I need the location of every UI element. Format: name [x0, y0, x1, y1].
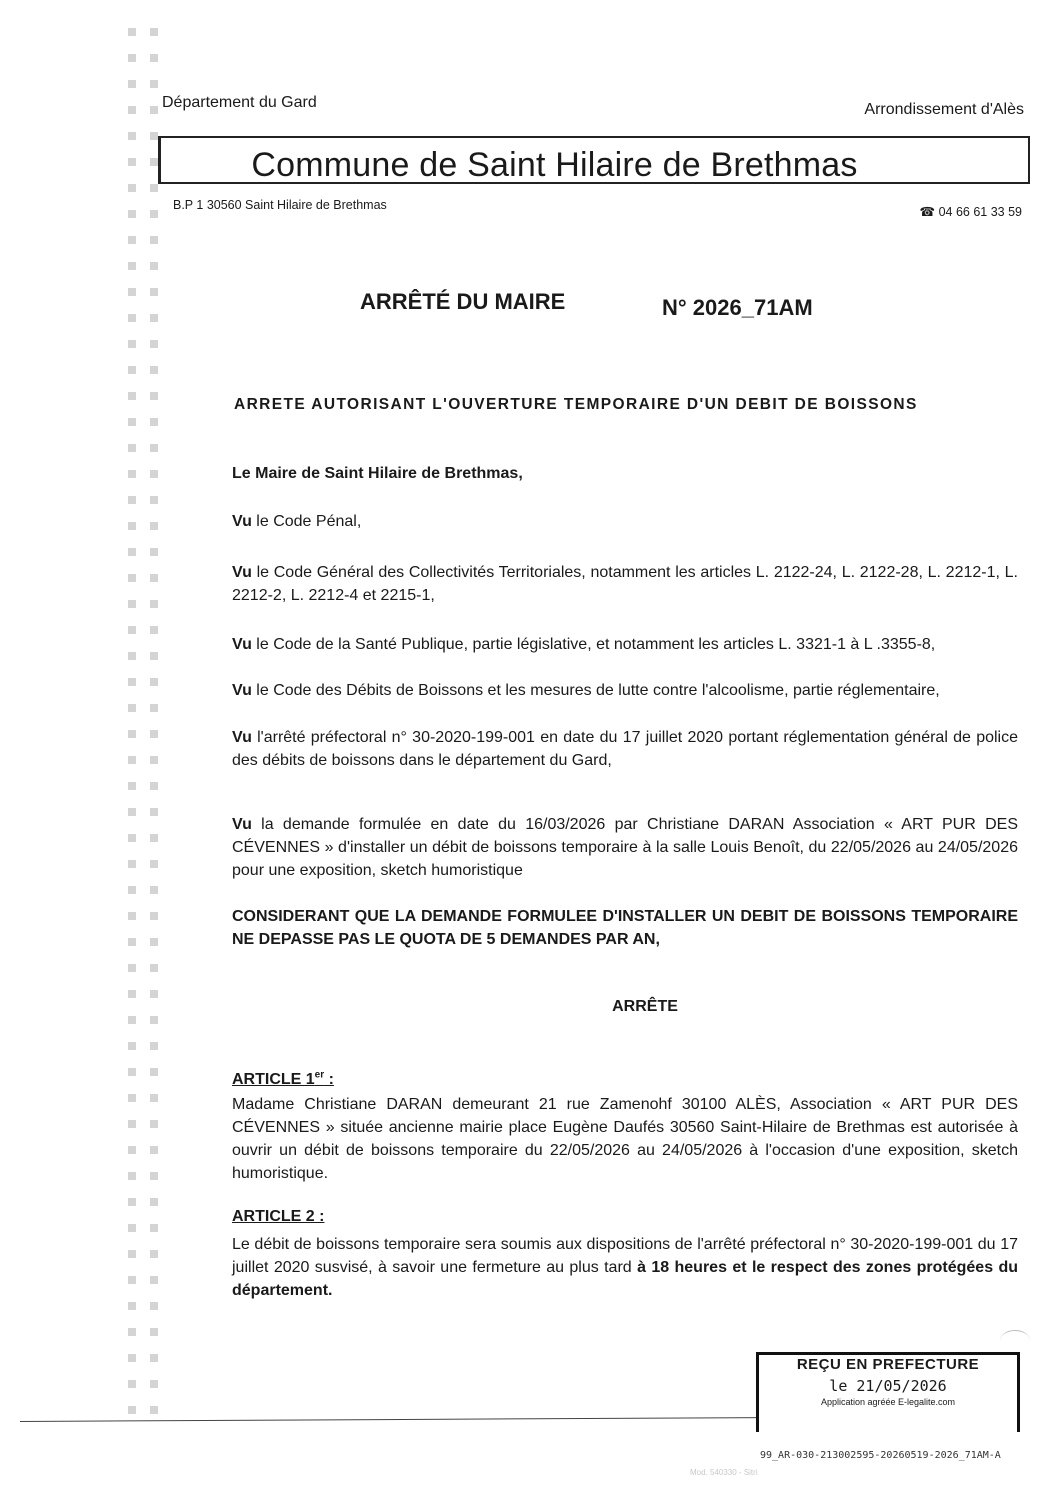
perforation-dot: [150, 1406, 158, 1414]
perforation-dot: [128, 1146, 136, 1154]
perforation-dot: [128, 808, 136, 816]
article-2-label: ARTICLE 2 :: [232, 1208, 325, 1225]
perforation-dot: [150, 288, 158, 296]
perforation-dot: [150, 444, 158, 452]
perforation-dot: [128, 444, 136, 452]
perforation-dot: [150, 574, 158, 582]
perforation-dot: [128, 1042, 136, 1050]
stamp-date: le 21/05/2026: [829, 1377, 947, 1395]
perforation-dot: [128, 288, 136, 296]
perforation-dot: [128, 990, 136, 998]
considerant-paragraph: CONSIDERANT QUE LA DEMANDE FORMULEE D'INSTALLER UN DEBIT DE BOISSONS TEMPORAIRE NE DEPASSE PAS LE QUOTA DE 5 DEMANDES PAR AN,: [232, 908, 1018, 948]
perforation-dot: [128, 652, 136, 660]
perforation-dot: [128, 314, 136, 322]
scan-artifact: [1000, 1330, 1030, 1351]
vu-text: le Code de la Santé Publique, partie législative, et notamment les articles L. 3321-1 à L .3355-8,: [251, 636, 936, 653]
arrete-heading: ARRÊTE: [612, 998, 678, 1015]
perforation-dot: [128, 756, 136, 764]
perforation-dot: [150, 80, 158, 88]
perforation-dot: [128, 1328, 136, 1336]
perforation-dot: [150, 860, 158, 868]
arrete-title: ARRÊTÉ DU MAIRE: [360, 289, 566, 314]
scan-footer-noise: Mod. 540330 - Sitri: [690, 1468, 758, 1477]
perforation-dot: [128, 132, 136, 140]
perforation-dot: [150, 132, 158, 140]
perforation-dot: [128, 1302, 136, 1310]
perforation-dot: [150, 886, 158, 894]
perforation-dot: [150, 1172, 158, 1180]
perforation-dot: [128, 834, 136, 842]
perforation-dot: [128, 912, 136, 920]
perforation-dot: [150, 522, 158, 530]
perforation-dot: [150, 964, 158, 972]
perforation-dot: [128, 1276, 136, 1284]
vu-text: l'arrêté préfectoral n° 30-2020-199-001 en date du 17 juillet 2020 portant réglementation général de police des débits de boissons dans le département du Gard,: [232, 729, 1018, 769]
vu-word: Vu: [232, 513, 252, 530]
perforation-dot: [150, 28, 158, 36]
perforation-dot: [128, 1198, 136, 1206]
article-1-label-text: ARTICLE 1: [232, 1071, 315, 1089]
vu-paragraph-2: [232, 561, 1018, 607]
perforation-dot: [150, 106, 158, 114]
perforation-dot: [150, 1042, 158, 1050]
perforation-dot: [128, 860, 136, 868]
perforation-dot: [150, 314, 158, 322]
departement-label: Département du Gard: [162, 94, 317, 111]
article-1-text: Madame Christiane DARAN demeurant 21 rue Zamenohf 30100 ALÈS, Association « ART PUR DES CÉVENNES » située ancienne mairie place Eugène Daufés 30560 Saint-Hilaire de Brethmas est autorisée à ouvrir un débit de boissons temporaire du 22/05/2026 au 24/05/2026 à l'occasion d'une exposition, sketch humoristique.: [232, 1096, 1018, 1182]
maire-line: Le Maire de Saint Hilaire de Brethmas,: [232, 465, 523, 482]
perforation-dot: [128, 1224, 136, 1232]
arrondissement-label: Arrondissement d'Alès: [864, 101, 1024, 118]
perforation-dot: [128, 522, 136, 530]
perforation-dot: [128, 1068, 136, 1076]
perforation-dot: [150, 756, 158, 764]
perforation-dot: [150, 470, 158, 478]
vu-paragraph-3: [232, 633, 1018, 656]
vu-paragraph-6: [232, 813, 1018, 882]
perforation-dot: [150, 652, 158, 660]
commune-title: Commune de Saint Hilaire de Brethmas: [251, 145, 858, 184]
perforation-dot: [150, 678, 158, 686]
perforation-dot: [128, 782, 136, 790]
perforation-dot: [150, 1068, 158, 1076]
perforation-dot: [150, 1120, 158, 1128]
perforation-dot: [150, 1016, 158, 1024]
perforation-dot: [150, 834, 158, 842]
vu-word: Vu: [232, 682, 252, 699]
article-2-heading: [232, 1205, 1018, 1228]
perforation-dot: [128, 262, 136, 270]
article-2-text: [232, 1233, 1018, 1302]
perforation-dot: [128, 54, 136, 62]
perforation-dot: [128, 938, 136, 946]
vu-text: le Code des Débits de Boissons et les mesures de lutte contre l'alcoolisme, partie réglementaire,: [251, 682, 940, 699]
phone-number: ☎ 04 66 61 33 59: [919, 205, 1022, 219]
perforation-dot: [150, 1354, 158, 1362]
perforation-dot: [128, 470, 136, 478]
perforation-dot: [128, 730, 136, 738]
perforation-dot: [150, 1198, 158, 1206]
article-1-label: [232, 1071, 334, 1088]
stamp-title: REÇU EN PREFECTURE: [796, 1356, 980, 1373]
perforation-dot: [150, 1276, 158, 1284]
vu-paragraph-4: [232, 679, 1018, 702]
perforation-dot: [150, 782, 158, 790]
article-2-plain: Le débit de boissons temporaire sera soumis aux dispositions de l'arrêté préfectoral n° 30-2020-199-001 du 17 juillet 2020 susvisé, à savoir une fermeture au plus tard: [232, 1236, 1018, 1276]
perforation-dot: [128, 678, 136, 686]
perforation-dot: [128, 236, 136, 244]
perforation-dot: [128, 574, 136, 582]
stamp-reference: 99_AR-030-213002595-20260519-2026_71AM-A: [760, 1450, 1001, 1461]
perforation-dot: [128, 1016, 136, 1024]
perforation-dot: [150, 600, 158, 608]
vu-text: le Code Pénal,: [251, 513, 362, 530]
perforation-dot: [150, 54, 158, 62]
perforation-dot: [128, 418, 136, 426]
perforation-dot: [150, 496, 158, 504]
postal-address: B.P 1 30560 Saint Hilaire de Brethmas: [173, 198, 387, 212]
perforation-dot: [150, 912, 158, 920]
perforation-dot: [150, 340, 158, 348]
perforation-dot: [128, 704, 136, 712]
stamp-app: Application agréée E-legalite.com: [820, 1397, 956, 1407]
perforation-dot: [150, 808, 158, 816]
perforation-dot: [150, 1094, 158, 1102]
perforation-dot: [150, 626, 158, 634]
perforation-dot: [128, 1250, 136, 1258]
perforation-dot: [150, 730, 158, 738]
perforation-dot: [128, 210, 136, 218]
perforation-dot: [128, 106, 136, 114]
vu-word: Vu: [232, 729, 252, 746]
perforation-dot: [150, 1224, 158, 1232]
perforation-dot: [128, 184, 136, 192]
perforation-dot: [128, 366, 136, 374]
perforation-dot: [150, 1380, 158, 1388]
perforation-dot: [150, 262, 158, 270]
perforation-dot: [128, 158, 136, 166]
vu-word: Vu: [232, 816, 252, 833]
perforation-dot: [128, 626, 136, 634]
perforation-dot: [128, 964, 136, 972]
perforation-dot: [150, 418, 158, 426]
article-2-bold: à 18 heures et le respect des zones protégées du département.: [232, 1259, 1019, 1299]
perforation-dot: [128, 1380, 136, 1388]
margin-perforation: [120, 20, 170, 1440]
vu-paragraph-5: [232, 726, 1018, 772]
perforation-dot: [128, 1406, 136, 1414]
perforation-dot: [128, 28, 136, 36]
perforation-dot: [128, 1354, 136, 1362]
perforation-dot: [128, 340, 136, 348]
article-1-heading: [232, 1064, 1018, 1091]
perforation-dot: [128, 1172, 136, 1180]
vu-word: Vu: [232, 564, 252, 581]
vu-paragraph-1: [232, 510, 1018, 533]
article-1-colon: :: [324, 1071, 334, 1089]
perforation-dot: [150, 1146, 158, 1154]
arrete-subject: ARRETE AUTORISANT L'OUVERTURE TEMPORAIRE D'UN DEBIT DE BOISSONS: [234, 396, 918, 413]
perforation-dot: [150, 1250, 158, 1258]
vu-text: la demande formulée en date du 16/03/2026 par Christiane DARAN Association « ART PUR DES CÉVENNES » d'installer un débit de boissons temporaire à la salle Louis Benoît, du 22/05/2026 au 24/05/2026 pour une exposition, sketch humoristique: [232, 816, 1018, 879]
perforation-dot: [150, 990, 158, 998]
perforation-dot: [150, 1328, 158, 1336]
perforation-dot: [128, 496, 136, 504]
perforation-dot: [150, 366, 158, 374]
perforation-dot: [150, 158, 158, 166]
vu-text: le Code Général des Collectivités Territoriales, notamment les articles L. 2122-24, L. 2122-28, L. 2212-1, L. 2212-2, L. 2212-4 et 2215-1,: [232, 564, 1018, 604]
perforation-dot: [150, 548, 158, 556]
perforation-dot: [150, 392, 158, 400]
article-1-sup: er: [314, 1070, 325, 1081]
perforation-dot: [128, 886, 136, 894]
perforation-dot: [128, 392, 136, 400]
perforation-dot: [128, 80, 136, 88]
perforation-dot: [128, 1120, 136, 1128]
perforation-dot: [150, 1302, 158, 1310]
arrete-number: N° 2026_71AM: [662, 295, 813, 320]
perforation-dot: [150, 210, 158, 218]
perforation-dot: [150, 938, 158, 946]
vu-word: Vu: [232, 636, 252, 653]
perforation-dot: [128, 600, 136, 608]
perforation-dot: [150, 184, 158, 192]
perforation-dot: [150, 704, 158, 712]
perforation-dot: [128, 548, 136, 556]
commune-title-box: [158, 136, 1030, 184]
prefecture-stamp: [756, 1352, 1020, 1432]
perforation-dot: [128, 1094, 136, 1102]
perforation-dot: [150, 236, 158, 244]
